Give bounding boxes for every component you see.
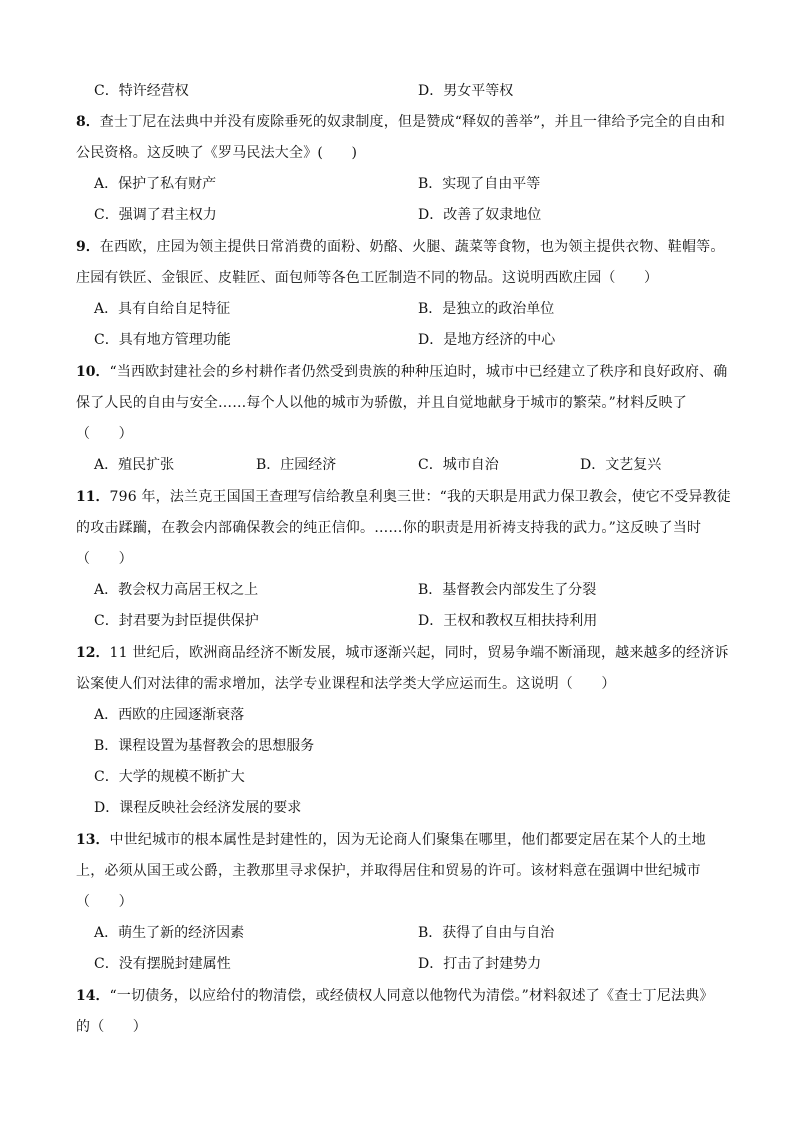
q10-option-d: D．文艺复兴 (580, 457, 662, 473)
q11-stem-text-2: 的攻击蹂躏，在教会内部确保教会的纯正信仰。……你的职责是用祈祷支持我的武力。”这反映了当时 (76, 520, 702, 536)
q9-stem-line-1 (76, 237, 725, 257)
q11-option-d: D．王权和教权互相扶持利用 (418, 613, 598, 629)
q9-stem-text-1: 在西欧，庄园为领主提供日常消费的面粉、奶酪、火腿、蔬菜等食物，也为领主提供衣物、鞋帽等。 (99, 239, 725, 255)
q9-option-b: B．是独立的政治单位 (418, 301, 555, 317)
q12-stem-text-2: 讼案使人们对法律的需求增加，法学专业课程和法学类大学应运而生。这说明（ ） (76, 676, 616, 692)
q9-option-c: C．具有地方管理功能 (94, 332, 231, 348)
q14-stem-text-2: 的（ ） (76, 1019, 147, 1035)
q10-option-b: B．庄园经济 (256, 457, 337, 473)
q8-option-a: A．保护了私有财产 (94, 176, 217, 192)
q10-stem-line-2 (76, 393, 687, 413)
q10-stem-line-1 (76, 362, 727, 382)
q10-option-a: A．殖民扩张 (94, 457, 175, 473)
q8-stem-line-2 (76, 143, 357, 163)
q9-option-a: A．具有自给自足特征 (94, 301, 231, 317)
q11-stem-line-1 (76, 487, 731, 507)
q14-stem-line-1 (76, 986, 714, 1006)
q12-option-b: B．课程设置为基督教会的思想服务 (94, 738, 315, 754)
q10-option-c: C．城市自治 (418, 457, 499, 473)
q9-stem-text-2: 庄园有铁匠、金银匠、皮鞋匠、面包师等各色工匠制造不同的物品。这说明西欧庄园（ ） (76, 270, 659, 286)
q13-stem-text-2: 上，必须从国王或公爵，主教那里寻求保护，并取得居住和贸易的许可。该材料意在强调中世纪城市 (76, 863, 701, 879)
q13-number: 13． (76, 832, 110, 848)
q11-stem-line-3 (76, 549, 133, 569)
q12-option-d: D．课程反映社会经济发展的要求 (94, 800, 302, 816)
q13-stem-line-3 (76, 892, 133, 912)
q13-option-a: A．萌生了新的经济因素 (94, 925, 245, 941)
q11-stem-line-2 (76, 518, 701, 538)
q11-option-a: A．教会权力高居王权之上 (94, 582, 259, 598)
q13-stem-line-1 (76, 830, 706, 850)
q14-number: 14． (76, 988, 110, 1004)
q8-option-c: C．强调了君主权力 (94, 207, 217, 223)
q11-option-b: B．基督教会内部发生了分裂 (418, 582, 597, 598)
q9-stem-line-2 (76, 268, 658, 288)
q9-option-d: D．是地方经济的中心 (418, 332, 556, 348)
q12-option-a: A．西欧的庄园逐渐衰落 (94, 707, 245, 723)
q8-number: 8． (76, 114, 100, 130)
q10-stem-text-3: （ ） (76, 426, 133, 442)
q10-stem-line-3 (76, 424, 133, 444)
q11-option-c: C．封君要为封臣提供保护 (94, 613, 259, 629)
q12-stem-text-1: 11 世纪后，欧洲商品经济不断发展，城市逐渐兴起，同时，贸易争端不断涌现，越来越多的经济诉 (109, 645, 729, 661)
q12-stem-line-1 (76, 643, 729, 663)
q10-number: 10． (76, 364, 110, 380)
q12-stem-line-2 (76, 674, 616, 694)
q14-stem-text-1: “一切债务，以应给付的物清偿，或经债权人同意以他物代为清偿。”材料叙述了《查士丁尼法典》 (109, 988, 714, 1004)
q9-number: 9． (76, 239, 100, 255)
q11-number: 11． (76, 489, 110, 505)
q8-stem-text-2: 公民资格。这反映了《罗马民法大全》( ) (76, 145, 358, 161)
q12-option-c: C．大学的规模不断扩大 (94, 769, 245, 785)
q11-stem-text-3: （ ） (76, 551, 133, 567)
q13-stem-line-2 (76, 861, 701, 881)
q8-stem-line-1 (76, 112, 725, 132)
q7-option-d: D．男女平等权 (418, 83, 514, 99)
q10-stem-text-1: “当西欧封建社会的乡村耕作者仍然受到贵族的种种压迫时，城市中已经建立了秩序和良好政府、确 (109, 364, 728, 380)
q8-option-b: B．实现了自由平等 (418, 176, 541, 192)
q13-option-b: B．获得了自由与自治 (418, 925, 555, 941)
q10-stem-text-2: 保了人民的自由与安全……每个人以他的城市为骄傲，并且自觉地献身于城市的繁荣。”材料反映了 (76, 395, 687, 411)
q13-stem-text-1: 中世纪城市的根本属性是封建性的，因为无论商人们聚集在哪里，他们都要定居在某个人的土地 (109, 832, 706, 848)
q12-number: 12． (76, 645, 110, 661)
q8-option-d: D．改善了奴隶地位 (418, 207, 542, 223)
q13-stem-text-3: （ ） (76, 894, 133, 910)
q7-option-c: C．特许经营权 (94, 83, 189, 99)
q13-option-d: D．打击了封建势力 (418, 956, 542, 972)
q13-option-c: C．没有摆脱封建属性 (94, 956, 231, 972)
q14-stem-line-2 (76, 1017, 147, 1037)
q11-stem-text-1: 796 年，法兰克王国国王查理写信给教皇利奥三世：“我的天职是用武力保卫教会，使它不受异教徒 (109, 489, 732, 505)
q8-stem-text-1: 查士丁尼在法典中并没有废除垂死的奴隶制度，但是赞成“释奴的善举”，并且一律给予完全的自由和 (99, 114, 726, 130)
